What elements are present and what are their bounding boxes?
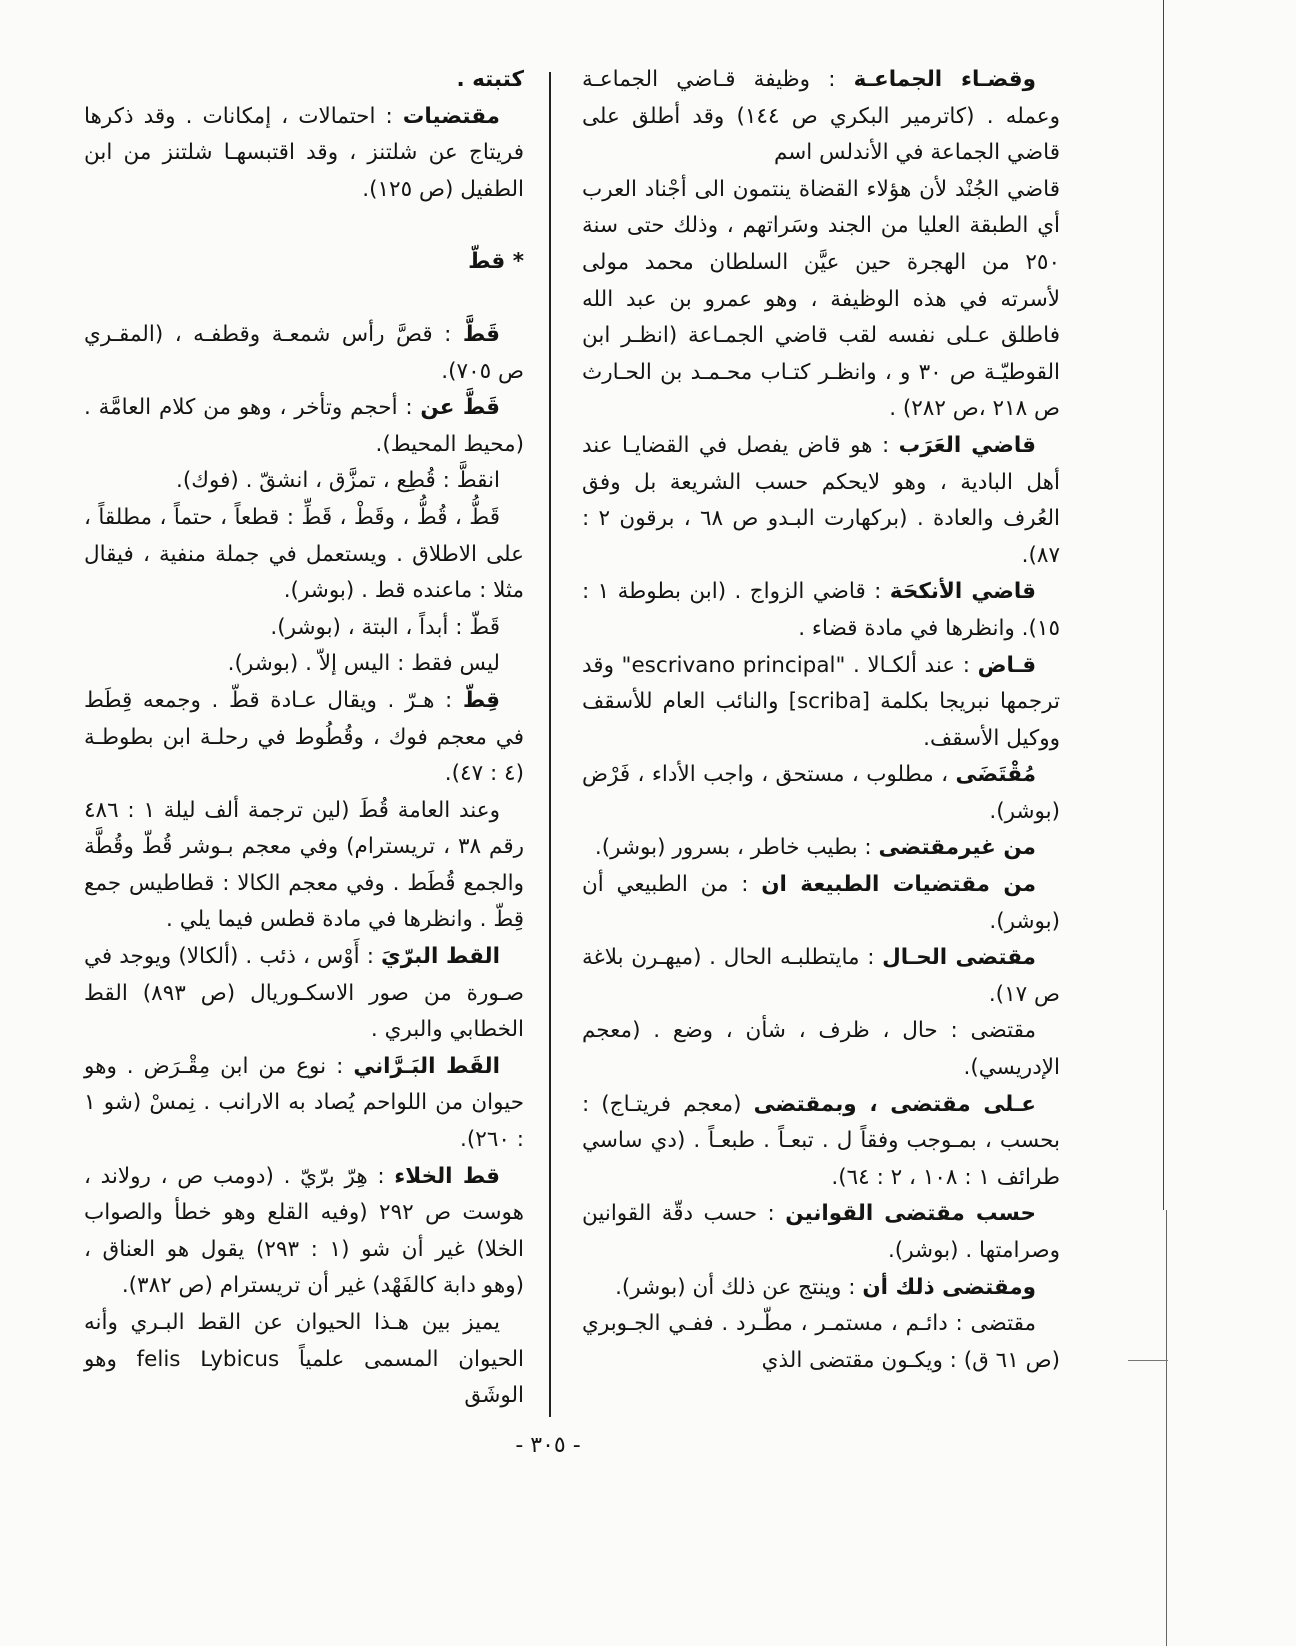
dictionary-entry: [582, 1087, 1060, 1197]
text-paragraph: انقطَّ : قُطِع ، تمزَّق ، انشقّ . (فوك).: [176, 468, 500, 494]
dictionary-entry: [84, 1159, 524, 1305]
text-paragraph: مقتضى : حال ، ظرف ، شأن ، وضع . (معجم الإدريسي).: [582, 1018, 1060, 1081]
entry-definition: : حسب دقّة القوانين وصرامتها . (بوشر).: [582, 1201, 1060, 1263]
text-paragraph: يميز بين هـذا الحيوان عن القط البـري وأنه الحيوان المسمى علمياً felis Lybicus وهو الوشَق: [84, 1310, 524, 1409]
text-paragraph: وعند العامة قُطَ (لين ترجمة ألف ليلة ١ : ٤٨٦ رقم ٣٨ ، تريسترام) وفي معجم بـوشر قُطّ وقُطَّة والجمع قُطَط . وفي معجم الكالا : قطاطيس جمع قِطّ . وانظرها في مادة قطس فيما يلي .: [84, 797, 525, 933]
entry-keyword: قط الخلاء: [394, 1163, 500, 1189]
text-paragraph: مقتضى : دائـم ، مستمـر ، مطّـرد . ففـي الجـوبري (ص ٦١ ق) : ويكـون مقتضى الذي: [582, 1311, 1060, 1373]
dictionary-entry: [582, 428, 1060, 574]
dictionary-entry: [84, 683, 524, 793]
entry-definition: : وظيفة قـاضي الجماعـة وعمله . (كاترمير البكري ص ١٤٤) وقد أطلق على قاضي الجماعة في الأندلس اسم: [582, 67, 1060, 166]
text-paragraph: قَطّ : أبداً ، البتة ، (بوشر).: [270, 614, 500, 640]
dictionary-entry: [582, 830, 1060, 867]
section-heading: * قطّ: [468, 249, 524, 275]
dictionary-entry: [582, 1270, 1060, 1307]
entry-keyword: من مقتضيات الطبيعة ان: [761, 872, 1037, 898]
entry-definition: : أَوْس ، ذئب . (ألكالا) ويوجد في صـورة من صور الاسكـوريال (ص ٨٩٣) القط الخطابي والبري .: [84, 944, 524, 1043]
column-divider: [549, 72, 551, 1417]
scan-edge-tick: [1128, 1360, 1168, 1361]
dictionary-entry: [582, 62, 1060, 172]
entry-definition: : هـرّ . ويقال عـادة قطّ . وجمعه قِطَط في معجم فوك ، وقُطُوط في رحلـة ابن بطوطـة (٤ : ٤٧).: [84, 687, 524, 787]
entry-definition: ، مطلوب ، مستحق ، واجب الأداء ، فَرْض (بوشر).: [582, 762, 1060, 824]
entry-definition: : هِرّ برّيّ . (دومب ص ، رولاند ، هوست ص ٢٩٢ (وفيه القلع وهو خطأ والصواب الخلا) غير أن شو (١ : ٢٩٣) يقول هو العناق ، (وهو دابة كالفَهْد) غير أن تريسترام (ص ٣٨٢).: [84, 1163, 525, 1299]
entry-keyword: وقضـاء الجماعـة: [853, 67, 1036, 92]
text-paragraph: قاضي الجُنْد لأن هؤلاء القضاة ينتمون الى أجْناد العرب أي الطبقة العليا من الجند وسَراتهم ، وذلك حتى سنة ٢٥٠ من الهجرة حين عيَّن السلطان محمد مولى لأسرته في هذه الوظيفة ، وهو عمرو بن عبد الله فاطلق عـلى نفسه لقب قاضي الجمـاعة (انظـر ابن القوطيّـة ص ٣٠ و ، وانظـر كتـاب محـمـد بن الحـارث ص ٢١٨ ،ص ٢٨٢) .: [582, 176, 1060, 422]
spacer: [84, 208, 524, 244]
text-line: كتبته .: [456, 67, 524, 92]
entry-keyword: قِطّ: [462, 687, 500, 713]
page-number: - ٣٠٥ -: [515, 1433, 581, 1458]
entry-keyword: قَطَّ عن: [420, 395, 501, 421]
entry-keyword: ومقتضى ذلك أن: [862, 1274, 1036, 1300]
text-paragraph: ليس فقط : اليس إلاّ . (بوشر).: [227, 651, 500, 677]
entry-keyword: قـاض: [977, 652, 1037, 678]
dictionary-entry: [582, 757, 1060, 830]
entry-definition: : قصَّ رأس شمعـة وقطفـه ، (المقـري ص ٧٠٥).: [84, 321, 524, 384]
column-left: [84, 62, 524, 1415]
dictionary-entry: [582, 574, 1060, 647]
entry-keyword: مُقْتَضَى: [955, 762, 1036, 788]
dictionary-entry: [84, 390, 524, 463]
dictionary-entry: [84, 939, 524, 1049]
entry-keyword: عـلى مقتضى ، وبمقتضى: [753, 1091, 1036, 1117]
entry-definition: : بطيب خاطر ، بسرور (بوشر).: [594, 835, 879, 861]
dictionary-entry: [582, 867, 1060, 940]
entry-definition: : وينتج عن ذلك أن (بوشر).: [615, 1274, 863, 1300]
scan-edge-line: [1163, 0, 1164, 1210]
entry-keyword: قَطَّ: [462, 321, 500, 347]
entry-keyword: القط البرّيَ: [381, 944, 500, 970]
entry-keyword: قاضي العَرَب: [898, 432, 1036, 458]
entry-definition: : هو قاض يفصل في القضايـا عند أهل البادية ، وهو لايحكم حسب الشريعة بل وفق العُرف والعادة . (بركهارت البـدو ص ٦٨ ، برقون ٢ : ٨٧).: [582, 432, 1060, 568]
entry-definition: : قاضي الزواج . (ابن بطوطة ١ : ١٥). وانظرها في مادة قضاء .: [582, 579, 1060, 641]
entry-keyword: قاضي الأنكحَة: [889, 579, 1037, 605]
dictionary-entry: [582, 1196, 1060, 1269]
entry-keyword: حسب مقتضى القوانين: [785, 1201, 1036, 1227]
dictionary-entry: [84, 1049, 524, 1159]
dictionary-entry: [582, 648, 1060, 758]
entry-keyword: مقتضى الحـال: [882, 945, 1036, 971]
entry-keyword: مقتضيات: [402, 103, 500, 129]
dictionary-entry: [84, 317, 524, 390]
entry-keyword: من غيرمقتضى: [878, 835, 1036, 861]
dictionary-entry: [582, 940, 1060, 1013]
entry-definition: : احتمالات ، إمكانات . وقد ذكرها فريتاج عن شلتنز ، وقد اقتبسهـا شلتنز من ابن الطفيل (ص ١٢٥).: [84, 103, 524, 202]
scan-edge-line-lower: [1166, 1210, 1167, 1646]
entry-definition: : نوع من ابن مِقْـرَض . وهو حيوان من اللواحم يُصاد به الارانب . نِمسْ (شو ١ : ٢٦٠).: [84, 1053, 524, 1153]
spacer: [84, 281, 524, 317]
entry-definition: : مايتطلبـه الحال . (ميهـرن بلاغة ص ١٧).: [582, 945, 1060, 1007]
entry-definition: : عند ألكـالا . "escrivano principal" وقد ترجمها نبريجا بكلمة [scriba] والنائب العام للأسقف ووكيل الأسقف.: [582, 652, 1060, 751]
text-paragraph: قَطُّ ، قُطُّ ، وقَطْ ، قَطِّ : قطعاً ، حتماً ، مطلقاً ، على الاطلاق . ويستعمل في جملة منفية ، فيقال مثلا : ماعنده قط . (بوشر).: [84, 504, 524, 604]
entry-definition: (معجم فريتـاج) : بحسب ، بمـوجب وفقاً ل . تبعـاً . طبعـاً . (دي ساسي طرائف ١ : ١٠٨ ، ٢ : ٦٤).: [582, 1091, 1060, 1190]
column-right: [582, 62, 1060, 1379]
entry-definition: : أحجم وتأخر ، وهو من كلام العامَّة . (محيط المحيط).: [84, 395, 524, 457]
dictionary-entry: [84, 99, 524, 209]
entry-definition: : من الطبيعي أن (بوشر).: [582, 872, 1060, 934]
entry-keyword: القَط البَـرَّاني: [353, 1053, 501, 1079]
